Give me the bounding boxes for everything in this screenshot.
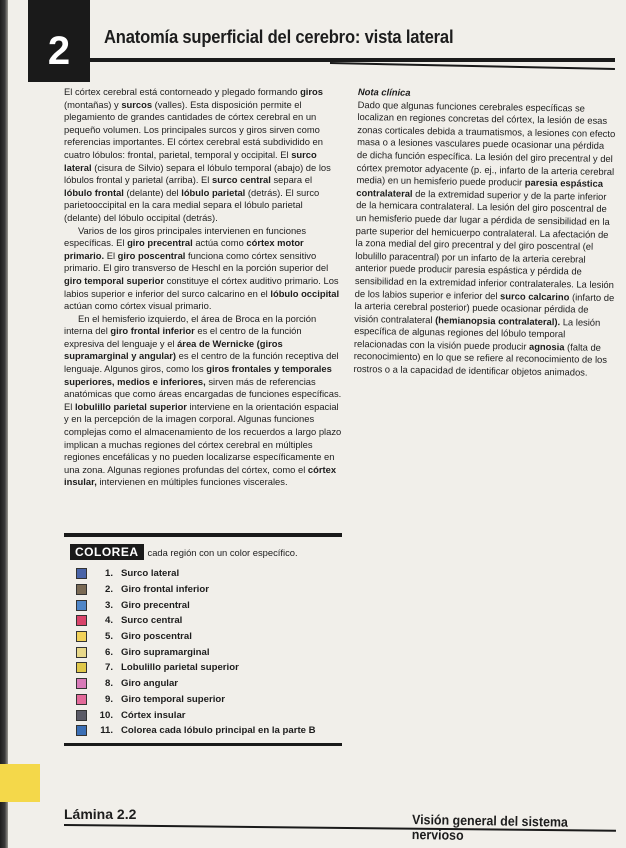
- color-swatch: [76, 710, 87, 721]
- plate-number: Lámina 2.2: [64, 806, 137, 822]
- text-run: actúa como: [192, 237, 247, 249]
- colorea-item: [76, 707, 342, 723]
- colorea-item: [76, 566, 342, 582]
- header-rule: [90, 58, 615, 62]
- paragraph-2: [64, 225, 342, 313]
- item-number: 3.: [104, 599, 113, 611]
- item-label: Giro temporal superior: [121, 693, 225, 705]
- item-label: Giro angular: [121, 678, 179, 690]
- item-number: 5.: [104, 631, 113, 643]
- colorea-top-rule: [64, 533, 342, 537]
- page-binding-edge: [0, 0, 8, 848]
- colorea-instruction: cada región con un color específico.: [147, 546, 298, 558]
- bold-term: lóbulo frontal: [64, 186, 124, 198]
- clinical-note-heading: Nota clínica: [357, 86, 411, 98]
- item-number: 10.: [99, 709, 113, 721]
- bold-term: surco central: [211, 174, 271, 186]
- item-number: 4.: [104, 615, 113, 627]
- color-swatch: [76, 662, 87, 673]
- item-label: Giro supramarginal: [121, 646, 210, 658]
- text-run: funciona como córtex sensitivo primario. El giro transverso de Heschl en la porción superior del: [64, 249, 329, 274]
- clinical-note-paragraph: [353, 99, 617, 380]
- colorea-item: [76, 676, 342, 692]
- colorea-badge: COLOREA: [70, 544, 144, 560]
- color-swatch: [76, 600, 87, 611]
- text-run: Varios de los giros principales intervienen en funciones específicas. El: [64, 224, 307, 249]
- item-label: Colorea cada lóbulo principal en la parte B: [121, 725, 316, 737]
- bold-term: córtex insular,: [64, 463, 337, 488]
- bold-term: (hemianopsia contralateral).: [435, 313, 561, 327]
- colorea-item: [76, 692, 342, 708]
- color-swatch: [76, 725, 87, 736]
- colorea-item: [76, 723, 342, 739]
- text-run: El: [104, 249, 118, 261]
- text-run: El córtex cerebral está contorneado y plegado formando: [64, 86, 301, 97]
- color-swatch: [76, 615, 87, 626]
- bold-term: córtex motor primario.: [64, 237, 304, 261]
- color-swatch: [76, 678, 87, 689]
- item-label: Surco lateral: [121, 568, 180, 580]
- colorea-item: [76, 582, 342, 598]
- bold-term: giro poscentral: [117, 249, 186, 261]
- colorea-item: [76, 660, 342, 676]
- main-text-column: [64, 86, 342, 489]
- text-run: Dado que algunas funciones cerebrales específicas se localizan en regiones concretas del córtex, la lesión de esas zonas corticales debida a traumatismos, a lesiones con efecto masa o a lesiones vasculares puede ocasionar una pérdida de dicha función específica. La lesión del giro precentral y del córtex premotor adyacente (p. ej., infarto de la arteria cerebral media) en un hemisferio puede producir: [356, 98, 616, 188]
- bold-term: giros frontales y temporales superiores, medios e inferiores,: [64, 363, 332, 387]
- item-number: 7.: [104, 662, 113, 674]
- bold-term: surcos: [121, 98, 153, 110]
- color-swatch: [76, 584, 87, 595]
- text-run: En el hemisferio izquierdo, el área de Broca en la porción interna del: [64, 312, 317, 337]
- text-run: separa el: [270, 174, 313, 186]
- bold-term: giros: [300, 86, 323, 97]
- text-run: La lesión específica de algunas regiones del lóbulo temporal relacionadas con la visión puede producir: [353, 315, 601, 352]
- bold-term: lobulillo parietal superior: [74, 400, 187, 412]
- bold-term: agnosia: [528, 340, 565, 353]
- text-run: actúan como córtex visual primario.: [64, 300, 212, 312]
- page-title: Anatomía superficial del cerebro: vista lateral: [104, 27, 454, 47]
- colorea-item: [76, 597, 342, 613]
- text-run: interviene en la orientación espacial y en la percepción de la imagen corporal. Algunas funciones complejas como el almacenamiento de los recuerdos a largo plazo implican a muchas regiones del córtex cerebral en múltiples regiones encefálicas y no pueden localizarse específicamente en una zona. Algunas regiones profundas del córtex, como el: [64, 400, 342, 475]
- text-run: (detrás). El surco parietooccipital en la cara medial separa el lóbulo parietal (delante) del lóbulo occipital (detrás).: [64, 186, 320, 223]
- item-label: Giro precentral: [121, 599, 190, 611]
- text-run: sirven más de referencias anatómicas que como áreas encargadas de funciones específicas. El: [64, 375, 342, 412]
- text-run: (delante) del: [123, 186, 182, 198]
- clinical-note-column: [353, 86, 618, 380]
- paragraph-3: [64, 313, 342, 489]
- sticky-note: [0, 764, 40, 802]
- bold-term: surco lateral: [64, 148, 317, 173]
- colorea-list: [76, 566, 342, 739]
- chapter-tab: [28, 0, 90, 82]
- text-run: de la extremidad superior y de la parte inferior de la hemicara contralateral. La lesión del giro poscentral de un hemisferio puede dar lugar a pérdida de sensibilidad en la parte superior del hemicuerpo contralateral. La afectación de la zona medial del giro precentral y del giro poscentral (el lobulillo paracentral) por un infarto de la arteria cerebral anterior puede producir paresia espástica y pérdida de sensibilidad en la extremidad inferior contralaterales. La lesión de los labios superior e inferior del: [354, 187, 615, 301]
- item-number: 11.: [100, 725, 113, 737]
- bold-term: lóbulo occipital: [270, 287, 340, 299]
- colorea-bottom-rule: [64, 743, 342, 746]
- text-run: es el centro de la función expresiva del lenguaje y el: [64, 325, 302, 349]
- item-label: Giro poscentral: [121, 631, 192, 643]
- item-number: 9.: [104, 693, 113, 705]
- paragraph-1: [64, 86, 342, 225]
- text-run: (cisura de Silvio) separa el lóbulo temporal (abajo) de los lóbulos frontal y parietal (arriba). El: [64, 161, 331, 186]
- color-swatch: [76, 694, 87, 705]
- colorea-box: [64, 533, 342, 746]
- bold-term: surco calcarino: [500, 289, 570, 302]
- color-swatch: [76, 647, 87, 658]
- bold-term: lóbulo parietal: [181, 186, 246, 198]
- item-label: Lobulillo parietal superior: [121, 662, 239, 674]
- item-label: Córtex insular: [121, 709, 186, 721]
- bold-term: giro frontal inferior: [110, 325, 195, 337]
- item-label: Surco central: [121, 615, 183, 627]
- text-run: constituye el córtex auditivo primario. Los labios superior e inferior del surco calcarino en el: [64, 274, 339, 299]
- text-run: (infarto de la arteria cerebral posterior) puede ocasionar pérdida de visión contralateral: [354, 290, 615, 325]
- bold-term: área de Wernicke (giros supramarginal y angular): [64, 337, 283, 362]
- chapter-number: 2: [47, 28, 71, 73]
- colorea-item: [76, 613, 342, 629]
- text-run: (valles). Esta disposición permite el plegamiento de grandes cantidades de córtex cerebral en un pequeño volumen. Los principales surcos y giros sirven como referencias importantes. El córtex cerebral está subdividido en cuatro lóbulos: frontal, parietal, temporal y occipital. El: [64, 98, 323, 160]
- item-number: 1.: [104, 568, 113, 580]
- bold-term: paresia espástica contralateral: [356, 176, 604, 199]
- text-run: intervienen en múltiples funciones viscerales.: [96, 476, 288, 488]
- color-swatch: [76, 568, 87, 579]
- text-run: es el centro de la función receptiva del lenguaje. Algunos giros, como los: [64, 350, 339, 375]
- color-swatch: [76, 631, 87, 642]
- colorea-header: [64, 544, 342, 560]
- item-number: 8.: [104, 678, 113, 690]
- item-number: 2.: [104, 584, 113, 596]
- colorea-item: [76, 644, 342, 660]
- item-label: Giro frontal inferior: [121, 584, 209, 596]
- text-run: (montañas) y: [64, 98, 122, 110]
- item-number: 6.: [104, 646, 113, 658]
- bold-term: giro temporal superior: [64, 274, 165, 286]
- text-run: (falta de reconocimiento) en lo que se refiere al reconocimiento de los rostros o a la capacidad de identificar objetos animados.: [353, 341, 608, 378]
- colorea-item: [76, 629, 342, 645]
- bold-term: giro precentral: [127, 237, 193, 249]
- section-title: Visión general del sistema nervioso: [411, 812, 569, 843]
